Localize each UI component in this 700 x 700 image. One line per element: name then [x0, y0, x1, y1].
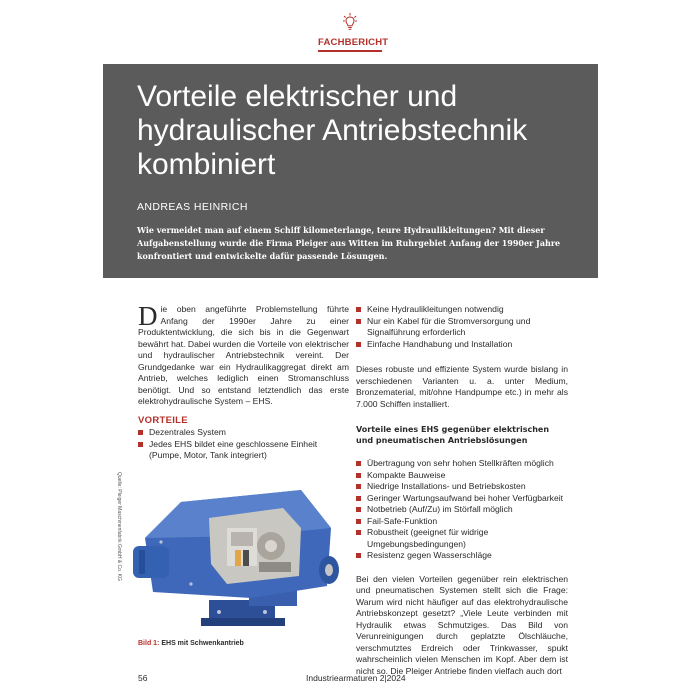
caption-number: Bild 1:	[138, 640, 160, 647]
top-bullet-list	[356, 304, 568, 350]
list-item: Resistenz gegen Wasserschläge	[356, 550, 568, 562]
section-rule	[318, 50, 382, 52]
section-heading: Vorteile eines EHS gegenüber elektrischen und pneumatischen Antriebslösungen	[356, 425, 550, 445]
list-item: Nur ein Kabel für die Stromversorgung und Signalführung erforderlich	[356, 316, 568, 339]
vorteile-heading: VORTEILE	[138, 414, 188, 426]
right-column	[356, 304, 568, 677]
left-column	[138, 301, 349, 462]
list-item: Geringer Wartungsaufwand bei hoher Verfügbarkeit	[356, 493, 568, 505]
intro-paragraph	[138, 301, 349, 408]
page-number: 56	[138, 673, 148, 683]
page-header	[0, 0, 700, 64]
list-item: Übertragung von sehr hohen Stellkräften möglich	[356, 458, 568, 470]
drop-cap: D	[138, 301, 158, 331]
article-lead: Wie vermeidet man auf einem Schiff kilometerlange, teure Hydraulikleitungen? Mit dieser Aufgabenstellung wurde die Firma Pleiger aus Witten im Ruhrgebiet Anfang der 1990er Jahre konfrontiert und entwickelte dafür passende Lösungen.	[137, 225, 561, 261]
figure-credit: Quelle: Pleiger Maschinenfabrik GmbH & Co. KG	[116, 472, 122, 581]
intro-text: ie oben angeführte Problemstellung führte Anfang der 1990er Jahre zu einer Produktentwicklung, die sich bis in die Gegenwart bewährt hat. Dabei wurden die Vorteile von elektrischer und hydraulischer Antriebstechnik vereint. Der Grundgedanke war ein Hydraulikaggregat direkt am Antrieb, welches lediglich einen Stromanschluss benötigt. Und so entstand letztendlich das erste elektrohydraulische System – EHS.	[138, 304, 349, 406]
article-title: Vorteile elektrischer und hydraulischer Antriebstechnik kombiniert	[137, 80, 528, 181]
list-item: Kompakte Bauweise	[356, 470, 568, 482]
body-paragraph: Dieses robuste und effiziente System wurde bislang in verschiedenen Varianten u. a. unter Medium, Bronzematerial, mit/ohne Handpumpe etc.) in mehr als 7.000 Schiffen installiert.	[356, 364, 568, 409]
list-item: Keine Hydraulikleitungen notwendig	[356, 304, 568, 316]
list-item: Jedes EHS bildet eine geschlossene Einheit (Pumpe, Motor, Tank integriert)	[138, 439, 349, 462]
list-item: Notbetrieb (Auf/Zu) im Störfall möglich	[356, 504, 568, 516]
actuator-figure	[131, 480, 347, 632]
list-item: Niedrige Installations- und Betriebskosten	[356, 481, 568, 493]
title-banner	[103, 64, 598, 278]
caption-text: EHS mit Schwenkantrieb	[161, 640, 244, 647]
article-author: ANDREAS HEINRICH	[137, 201, 248, 213]
magazine-issue: Industriearmaturen 2|2024	[306, 673, 406, 683]
list-item: Fail-Safe-Funktion	[356, 516, 568, 528]
list-item: Dezentrales System	[138, 427, 349, 439]
body-paragraph: Bei den vielen Vorteilen gegenüber rein elektrischen und pneumatischen Systemen stellt sich die Frage: Warum wird nicht häufiger auf das elektrohydraulische Antriebskonzept gesetzt? „Viele Leute verbinden mit Hydraulik etwas Schmutziges. Das Bild von Verunreinigungen durch geplatzte Ölschläuche, verschmutztes Erdreich oder Trinkwasser, spukt wahrscheinlich vielen Menschen im Kopf. Aber dem ist nicht so. Die Pleiger Antriebe finden vielfach auch dort	[356, 573, 568, 676]
figure-caption	[138, 640, 244, 647]
page-footer	[138, 673, 568, 685]
list-item: Einfache Handhabung und Installation	[356, 339, 568, 351]
list-item: Robustheit (geeignet für widrige Umgebungsbedingungen)	[356, 527, 568, 550]
vorteile-list	[138, 427, 349, 462]
advantages-list	[356, 458, 568, 562]
section-label: FACHBERICHT	[318, 37, 389, 48]
lightbulb-icon	[343, 13, 357, 33]
